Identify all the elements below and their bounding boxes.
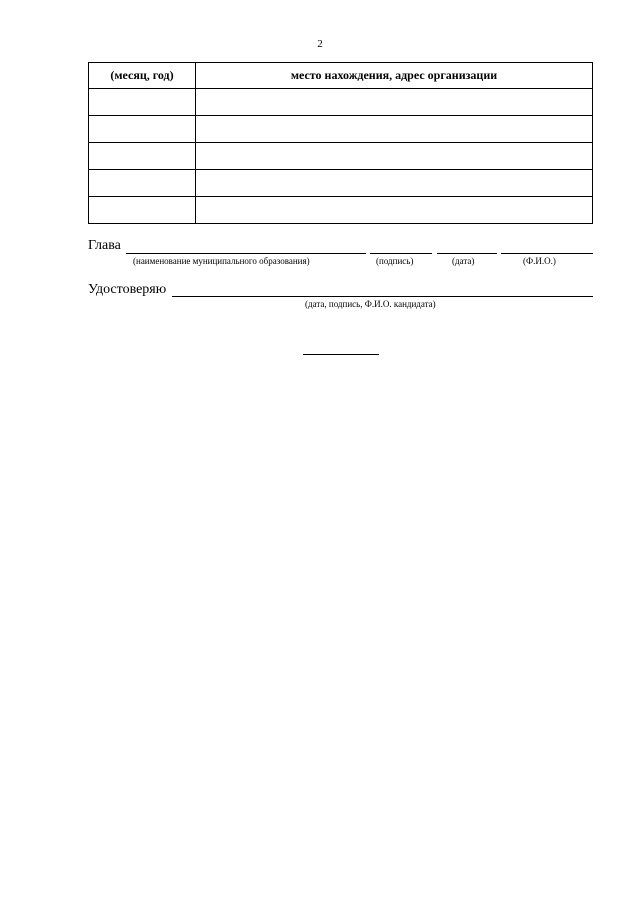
table-cell-period[interactable] [89, 170, 196, 197]
date-caption: (дата) [452, 256, 475, 266]
work-history-table [88, 62, 593, 224]
table-cell-period[interactable] [89, 197, 196, 224]
table-cell-location[interactable] [196, 197, 593, 224]
name-caption: (Ф.И.О.) [523, 256, 556, 266]
table-cell-period[interactable] [89, 143, 196, 170]
municipality-line[interactable] [126, 253, 366, 254]
column-header-period: (месяц, год) [89, 63, 196, 89]
table-row [89, 197, 593, 224]
page-number: 2 [317, 38, 323, 50]
end-separator [303, 354, 379, 355]
signature-caption: (подпись) [376, 256, 414, 266]
table-row [89, 89, 593, 116]
certify-line[interactable] [172, 296, 593, 297]
table-cell-location[interactable] [196, 170, 593, 197]
table-row [89, 116, 593, 143]
table-row [89, 170, 593, 197]
table-cell-location[interactable] [196, 143, 593, 170]
table-cell-period[interactable] [89, 89, 196, 116]
date-line[interactable] [437, 253, 497, 254]
head-label: Глава [88, 238, 121, 253]
signature-line[interactable] [370, 253, 432, 254]
table-row [89, 143, 593, 170]
column-header-location: место нахождения, адрес организации [196, 63, 593, 89]
name-line[interactable] [501, 253, 593, 254]
table-cell-location[interactable] [196, 89, 593, 116]
certify-caption: (дата, подпись, Ф.И.О. кандидата) [305, 299, 436, 309]
table-cell-location[interactable] [196, 116, 593, 143]
municipality-caption: (наименование муниципального образования) [133, 256, 310, 266]
certify-label: Удостоверяю [88, 282, 167, 297]
table-header-row [89, 63, 593, 89]
table-cell-period[interactable] [89, 116, 196, 143]
